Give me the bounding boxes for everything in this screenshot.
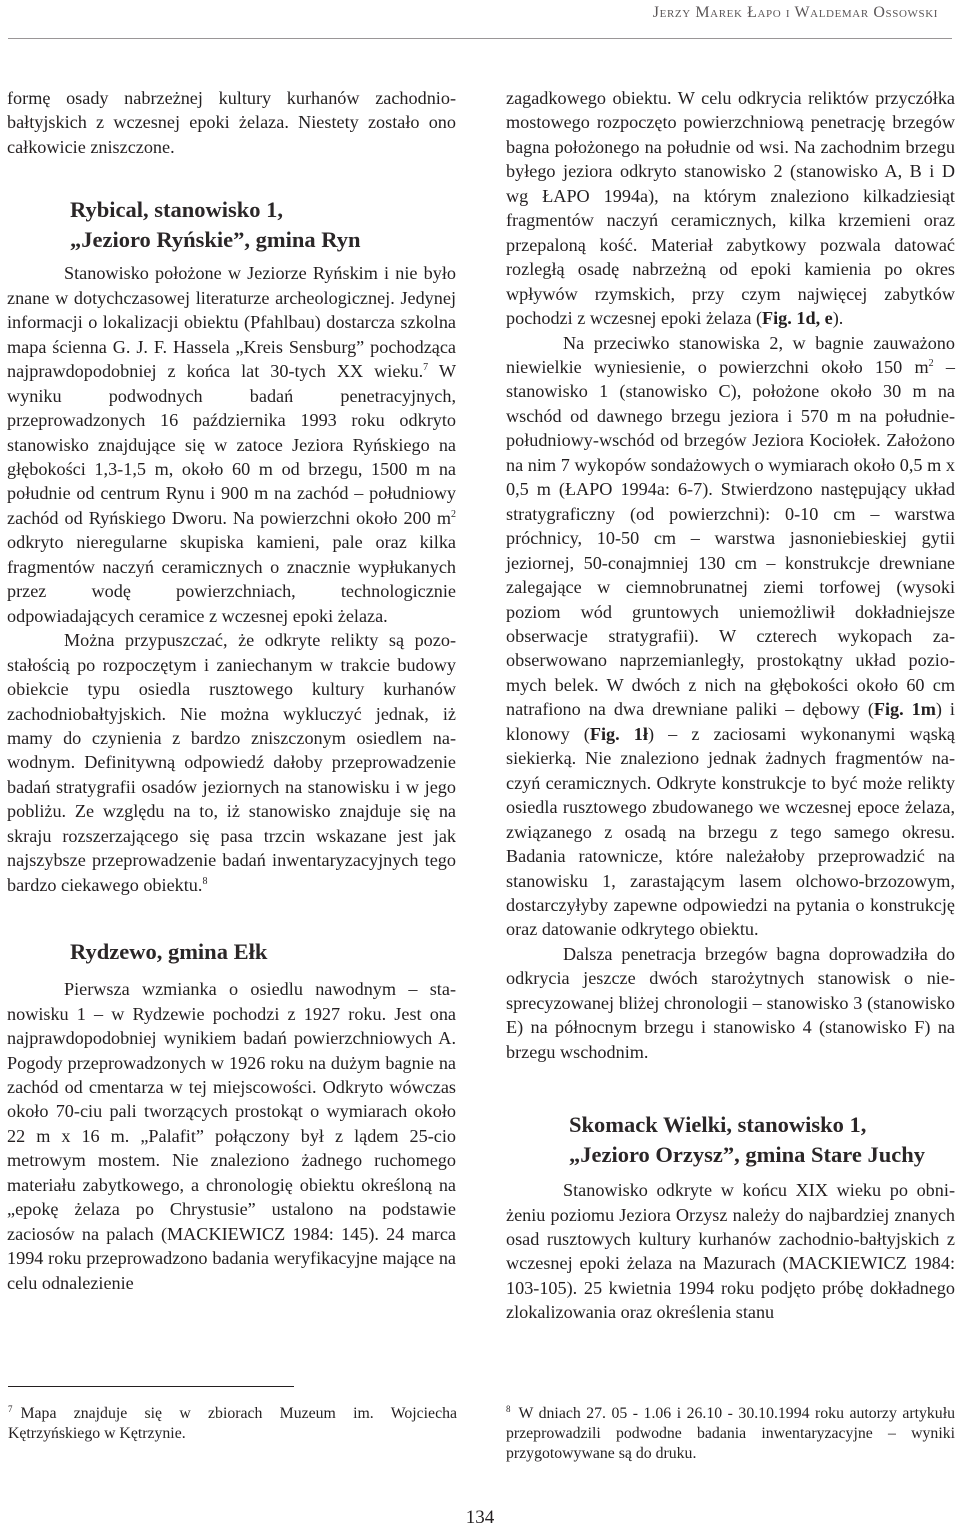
heading-line: „Jezioro Ryńskie”, gmina Ryn (70, 227, 361, 253)
heading-line: Skomack Wielki, stanowisko 1, (569, 1112, 867, 1138)
left-column (7, 86, 456, 1295)
paragraph: Dalsza penetracja brzegów bagna doprowadziła do odkrycia jeszcze dwóch starożytnych stanowisk o niesprecyzowanej bliżej chronologii – stanowisko 3 (stanowisko E) na północnym brzegu i stanowisko 4 (stanowisko F) na brzegu wschodnim. (506, 943, 955, 1062)
text-run: zagadkowego obiektu. W celu odkrycia reliktów przyczółka mostowego rozpoczęto powierzchniową penetrację brzegów bagna położonego na południe od wsi. Na zachodnim brzegu byłego jeziora odkryto stanowisko 2 (stanowisko A, B i D wg ŁAPO 1994a), na którym znaleziono kilkadziesiąt fragmentów naczyń ceramicznych, kilka krzemieni oraz przepaloną kość. Materiał zabytkowy pozwala datować rozległą osadę nabrzeżną od epoki kamienia po okres wpływów rzymskich, przy czym najwięcej zabytków pochodzi z wczesnej epoki żelaza ( (506, 88, 955, 329)
footnote-number: 8 (506, 1403, 511, 1414)
heading-line: Rybical, stanowisko 1, (70, 197, 283, 223)
text-run: Stanowisko położone w Jeziorze Ryńskim i nie było znane w dotychczasowej literaturze archeologicznej. Jedynej informacji o lokalizacji obiektu (Pfahlbau) dostarcza szkolna mapa ścienna G. J. F. Hassela „Kreis Sensburg” pochodząca najprawdopodobniej z końca lat 30-tych XX wieku. (7, 263, 456, 382)
text-run: ). (832, 308, 844, 329)
footnote-8 (506, 1404, 955, 1464)
footnote-7 (8, 1404, 457, 1444)
right-column (506, 86, 955, 1325)
paragraph (7, 628, 456, 897)
text-run: Można przypuszczać, że odkryte relikty są pozostałością po rozpoczętym i zaniechanym w trakcie budowy obiekcie typu osiedla rusztowego kultury kurhanów zachodniobałtyjskich. Nie można wykluczyć jednak, iż mamy do czynienia z bardzo zniszczonym osiedlem nawodnym. Definitywną odpowiedź dałoby przeprowadzenie badań stratygrafii osadów jeziornych na stanowisku i w jego pobliżu. Ze względu na to, iż stanowisko znajduje się na skraju rozszerzającego się pasa trzcin wskazane jest jak najszybsze przeprowadzenie badań inwentaryzacyjnych tego bardzo ciekawego obiektu. (7, 630, 456, 895)
footnote-text: W dniach 27. 05 - 1.06 i 26.10 - 30.10.1994 roku autorzy artykułu przeprowadzili podwodne badania inwentaryzacyjne – wyniki przygotowywane są do druku. (506, 1405, 955, 1462)
paragraph: Pierwsza wzmianka o osiedlu nawodnym – stanowisku 1 – w Rydzewie pochodzi z 1927 roku. Jest ona najprawdopodobniej wynikiem badań powierzchniowych A. Pogody przeprowadzonych w 1926 roku na dużym bagnie na zachód od cmentarza w tej miejscowości. Odkryto wówczas około 70-ciu pali tworzących prostokąt o wymiarach około 22 m x 16 m. „Palafit” połączony był z lądem 25-cio metrowym mostem. Nie znaleziono żadnego ruchomego materiału zabytkowego, a chronologię obiektu określoną na „epokę żelaza po Chrystusie” ustalono na podstawie zaciosów na palach (MACKIEWICZ 1984: 145). 24 marca 1994 roku przeprowadzono badania weryfikacyjne mające na celu odnalezienie (7, 979, 456, 1293)
heading-line: „Jezioro Orzysz”, gmina Stare Juchy (569, 1142, 925, 1168)
running-head: Jerzy Marek Łapo i Waldemar Ossowski (652, 4, 938, 21)
superscript: 2 (928, 357, 934, 369)
figure-ref: Fig. 1d, e (762, 308, 833, 329)
paragraph (506, 331, 955, 942)
paragraph (7, 261, 456, 628)
page-number: 134 (465, 1507, 495, 1528)
footnote-text: Mapa znajduje się w zbiorach Muzeum im. Wojciecha Kętrzyńskiego w Kętrzynie. (8, 1405, 457, 1442)
section-heading-rybical (70, 195, 456, 255)
figure-ref: Fig. 1ł (589, 723, 648, 744)
text-run: – stanowisko 1 (stanowisko C), położone około 30 m na wschód od dawnego brzegu jeziora i 570 m na południepołudniowy-wschód od brzegów Jeziora Kociołek. Założono na nim 7 wykopów sondażowych o wymiarach około 0,5 m x 0,5 m (ŁAPO 1994a: 6-7). Stwierdzono następujący układ stratygraficzny (od powierzchni): 0-10 cm – warstwa próchnicy, 10-50 cm – warstwa jasnoniebieskiej gytii jeziornej, 50-conajmniej 130 cm – konstrukcje drewniane zalegające w ciemnobrunatnej ziemi torfowej (wysoki poziom wód gruntowych uniemożliwił dokładniejsze obserwacje stratygrafii). W czterech wykopach zaobserwowano naprzemianległy, prostokątny układ poziomych belek. W dwóch z nich na głębokości około 60 cm natrafiono na dwa drewniane paliki – dębowy ( (506, 356, 956, 720)
text-run: ) i klonowy ( (506, 699, 955, 744)
figure-ref: Fig. 1m (873, 699, 936, 720)
footnote-rule (8, 1386, 294, 1387)
text-run: odkryto nieregularne skupiska kamieni, pale oraz kilka fragmentów naczyń ceramicznych o znacznie wypłukanych przez wodę powierzchniach, technologicznie odpowiadających ceramice z wczesnej epoki żelaza. (7, 532, 456, 626)
text-run: Na przeciwko stanowiska 2, w bagnie zauważono niewielkie wyniesienie, o powierzchni około 150 m (506, 332, 955, 377)
text-run: W wyniku podwodnych badań penetracyjnych, przeprowadzonych 16 października 1993 roku odkryto stanowisko znajdujące się w zatoce Jeziora Ryńskiego na głębokości 1,3-1,5 m, około 60 m od brzegu, 1500 m na południe od centrum Rynu i 900 m na zachód – południowy zachód od Ryńskiego Dworu. Na powierzchni około 200 m (7, 361, 456, 528)
footnote-ref: 8 (202, 875, 208, 887)
section-heading-skomack (569, 1110, 955, 1170)
footnote-ref: 7 (423, 362, 429, 374)
paragraph: formę osady nabrzeżnej kultury kurhanów zachodniobałtyjskich z wczesnej epoki żelaza. Niestety zostało ono całkowicie zniszczone. (7, 88, 456, 157)
section-heading-rydzewo: Rydzewo, gmina Ełk (70, 939, 268, 965)
superscript: 2 (451, 508, 456, 520)
paragraph: Stanowisko odkryte w końcu XIX wieku po obniżeniu poziomu Jeziora Orzysz należy do najbardziej znanych osad rusztowych kultury kurhanów zachodnio-bałtyjskich z wczesnej epoki żelaza na Mazurach (MACKIEWICZ 1984: 103-105). 25 kwietnia 1994 roku podjęto próbę dokładnego zlokalizowania oraz określenia stanu (506, 1180, 955, 1323)
paragraph (506, 86, 955, 331)
text-run: ) – z zaciosami wykonanymi wąską siekierką. Nie znaleziono jednak żadnych fragmentów naczyń ceramicznych. Odkryte konstrukcje to być może relikty osiedla rusztowego zbudowanego we wczesnej epoce żelaza, związanego z osadą na brzegu z tego samego okresu. Badania ratownicze, które należałoby przeprowadzić na stanowisku 1, zarastającym lasem olchowo-brzozowym, dostarczyłyby zapewne odpowiedzi na pytania o konstrukcję oraz datowanie odkrytego obiektu. (506, 723, 956, 940)
footnote-number: 7 (8, 1403, 13, 1414)
header-rule (8, 38, 952, 39)
